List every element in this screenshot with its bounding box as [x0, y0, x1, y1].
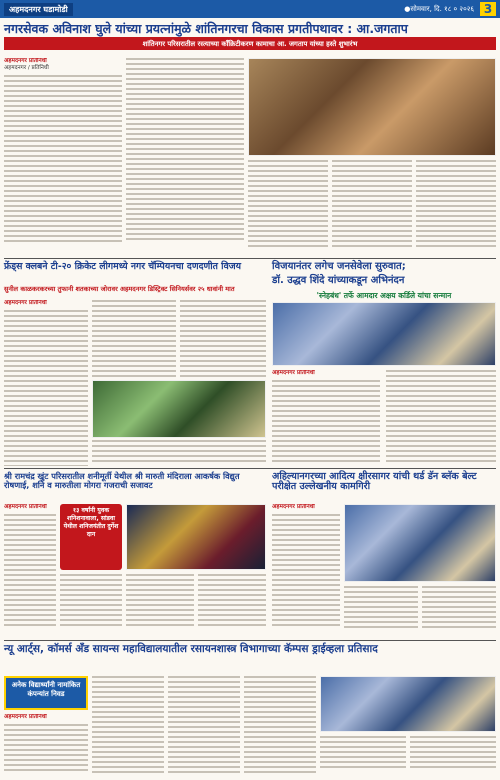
story-6-column-2	[92, 676, 164, 776]
story-1-subhead-band: शांतिनगर परिसरातील रस्त्याच्या काँक्रिटीकरण कामाचा आ. जगताप यांच्या हस्ते शुभारंभ	[4, 37, 496, 50]
story-6-column-3	[168, 676, 240, 776]
story-6-photo	[320, 676, 496, 732]
story-2-byline: अहमदनगर प्रतिनिधी	[4, 300, 47, 306]
story-1-column-4	[332, 160, 412, 254]
story-4-column-3	[126, 574, 194, 636]
story-1-photo-main	[248, 58, 496, 156]
masthead	[0, 0, 500, 18]
story-4-photo	[126, 504, 266, 570]
story-3-headline-a: विजयानंतर लगेच जनसेवेला सुरुवात;	[272, 261, 406, 272]
story-5-column-3	[422, 586, 496, 636]
story-3-tagline: 'स्नेहबंध' तर्फे आमदार अक्षय कर्डिले यांचा सन्मान	[316, 291, 452, 300]
story-6-callout: अनेक विद्यार्थ्यांनी नामांकित कंपन्यांत निवड	[4, 676, 88, 710]
story-2-column-3	[180, 300, 266, 378]
story-6-column-6	[410, 736, 496, 776]
story-1	[4, 22, 496, 50]
story-6-headline: न्यू आर्ट्स, कॉमर्स अँड सायन्स महाविद्यालयातील रसायनशास्त्र विभागाच्या कॅम्पस ड्राईव्हला प्रतिसाद	[4, 643, 378, 655]
story-2-headline: फ्रेंड्स क्लबने टी-२० क्रिकेट लीगमध्ये नगर चॅम्पियनचा दणदणीत विजय	[4, 261, 242, 272]
story-2-column-2	[92, 300, 176, 378]
story-5-byline: अहमदनगर प्रतिनिधी	[272, 504, 315, 510]
story-4-byline: अहमदनगर प्रतिनिधी	[4, 504, 47, 510]
story-1-column-3	[248, 160, 328, 254]
page-number: 3	[480, 2, 496, 16]
story-6-column-4	[244, 676, 316, 776]
story-2-photo	[92, 380, 266, 438]
story-4-callout: १३ वर्षांनी युवक शनिशनावाला, सांडवा येथील शनिजयंतीत दुर्गेश दान	[60, 504, 122, 570]
story-4-headline: श्री रामचंद्र खुंट परिसरातील शनीमूर्ती येथील श्री मारुती मंदिराला आकर्षक विद्युत रोषणाई, शनि व मारुतीला मोगरा गजराची सजावट	[4, 471, 240, 490]
story-1-byline: अहमदनगर प्रतिनिधी	[4, 58, 47, 64]
story-3-photo	[272, 302, 496, 366]
story-1-kicker: अहमदनगर / प्रतिनिधी	[4, 65, 49, 71]
newspaper-name: अहमदनगर घडामोडी	[4, 3, 73, 16]
story-1-column-1	[4, 58, 122, 254]
divider	[4, 258, 496, 259]
story-4-column-1	[4, 504, 56, 636]
story-6-column-5	[320, 736, 406, 776]
story-6-byline: अहमदनगर प्रतिनिधी	[4, 714, 47, 720]
story-2-column-1	[4, 300, 88, 466]
story-5-photo	[344, 504, 496, 582]
story-1-column-5	[416, 160, 496, 254]
story-4-column-4	[198, 574, 266, 636]
story-5-headline: अहिल्यानगरच्या आदित्य क्षीरसागर यांची थर्ड डॅन ब्लॅक बेल्ट परीक्षेत उल्लेखनीय कामगिरी	[272, 471, 477, 493]
story-2-subheadline: सुनील काळकरकरच्या तुफानी शतकाच्या जोरावर अहमदनगर डिस्ट्रिक्ट सिनियर्सवर २५ धावांनी मात	[4, 285, 235, 293]
story-1-headline: नगरसेवक अविनाश घुले यांच्या प्रयत्नांमुळे शांतिनगरचा विकास प्रगतीपथावर : आ.जगताप	[4, 21, 408, 36]
story-5-column-2	[344, 586, 418, 636]
story-3-headline-b: डॉ. उद्धव शिंदे यांच्याकडून अभिनंदन	[272, 275, 405, 286]
story-5-column-1	[272, 504, 340, 636]
story-3-byline: अहमदनगर प्रतिनिधी	[272, 370, 315, 376]
divider	[4, 640, 496, 641]
story-3-column-1	[272, 370, 380, 466]
story-6-column-1	[4, 714, 88, 776]
issue-date: ●सोमवार, दि. १८ ० २०२६	[404, 4, 474, 13]
divider	[4, 468, 496, 469]
story-4-column-2	[60, 574, 122, 636]
story-3-column-2	[386, 370, 496, 466]
story-1-column-2	[126, 58, 244, 254]
story-2-column-bottom	[92, 440, 266, 466]
